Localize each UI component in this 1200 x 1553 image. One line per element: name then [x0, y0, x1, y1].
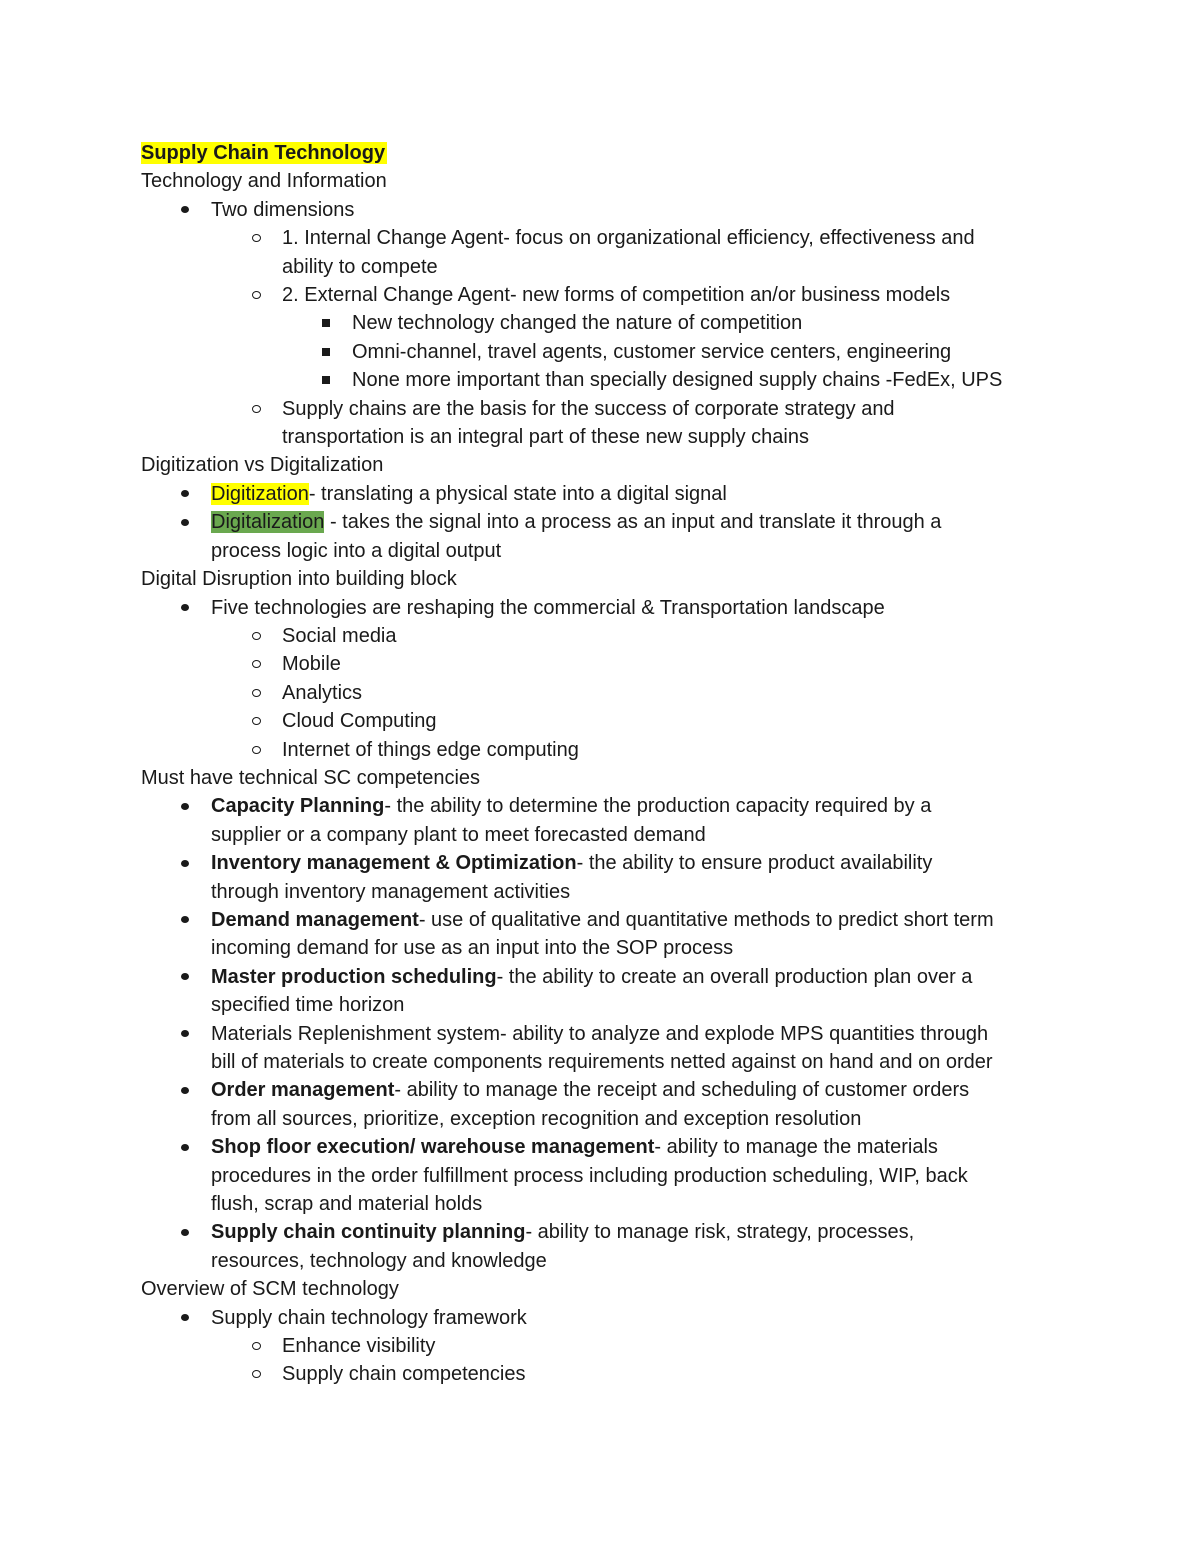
bullet-icon — [173, 594, 197, 622]
section-heading: Digital Disruption into building block — [141, 568, 457, 591]
document-body — [141, 139, 1081, 1389]
list-item-continuation: supplier or a company plant to meet forecasted demand — [211, 823, 706, 846]
list-item-continuation: specified time horizon — [211, 994, 405, 1017]
list-item-continuation: transportation is an integral part of these new supply chains — [282, 426, 809, 449]
list-item: Digitization- translating a physical state into a digital signal — [141, 480, 1081, 508]
section-heading: Technology and Information — [141, 170, 387, 193]
list-item: Supply chain continuity planning- ability to manage risk, strategy, processes, — [141, 1218, 1081, 1246]
list-item-continuation: process logic into a digital output — [211, 539, 502, 562]
circle-bullet-icon — [244, 650, 268, 678]
circle-bullet-icon — [244, 679, 268, 707]
bullet-icon — [173, 1218, 197, 1246]
list-item: Inventory management & Optimization- the ability to ensure product availability — [141, 849, 1081, 877]
bullet-icon — [173, 1304, 197, 1332]
bold-term: Master production scheduling — [211, 965, 497, 988]
highlighted-term: Digitalization — [211, 511, 325, 534]
highlighted-term: Digitization — [211, 482, 309, 505]
circle-bullet-icon — [244, 395, 268, 423]
bullet-icon — [173, 1076, 197, 1104]
doc-title-line — [141, 139, 1081, 167]
list-item: Supply chain competencies — [141, 1360, 1081, 1388]
circle-bullet-icon — [244, 1332, 268, 1360]
bullet-icon — [173, 196, 197, 224]
list-item: Supply chain technology framework — [141, 1304, 1081, 1332]
list-item: Shop floor execution/ warehouse management- ability to manage the materials — [141, 1133, 1081, 1161]
list-item: Omni-channel, travel agents, customer service centers, engineering — [141, 338, 1081, 366]
list-item-continuation: procedures in the order fulfillment process including production scheduling, WIP, back — [211, 1164, 968, 1187]
list-item: Mobile — [141, 650, 1081, 678]
list-item-continuation: bill of materials to create components requirements netted against on hand and on order — [211, 1051, 993, 1073]
bold-term: Demand management — [211, 908, 419, 931]
list-item: None more important than specially designed supply chains -FedEx, UPS — [141, 366, 1081, 394]
bold-term: Supply chain continuity planning — [211, 1221, 526, 1244]
square-bullet-icon — [314, 309, 338, 337]
list-item: Materials Replenishment system- ability to analyze and explode MPS quantities through — [141, 1020, 1081, 1048]
section-heading: Must have technical SC competencies — [141, 766, 481, 789]
section-heading: Overview of SCM technology — [141, 1278, 399, 1301]
list-item-continuation: from all sources, prioritize, exception recognition and exception resolution — [211, 1107, 862, 1130]
bullet-icon — [173, 906, 197, 934]
section-heading: Digitization vs Digitalization — [141, 454, 384, 477]
list-item: Enhance visibility — [141, 1332, 1081, 1360]
bold-term: Inventory management & Optimization — [211, 852, 577, 875]
bullet-icon — [173, 963, 197, 991]
list-item: Demand management- use of qualitative and quantitative methods to predict short term — [141, 906, 1081, 934]
list-item: Master production scheduling- the ability to create an overall production plan over a — [141, 963, 1081, 991]
circle-bullet-icon — [244, 707, 268, 735]
square-bullet-icon — [314, 338, 338, 366]
list-item: Digitalization - takes the signal into a process as an input and translate it through a — [141, 508, 1081, 536]
bold-term: Order management — [211, 1079, 395, 1102]
bullet-icon — [173, 508, 197, 536]
bullet-icon — [173, 1020, 197, 1048]
list-item: New technology changed the nature of competition — [141, 309, 1081, 337]
list-item: Five technologies are reshaping the commercial & Transportation landscape — [141, 594, 1081, 622]
doc-title: Supply Chain Technology — [141, 142, 386, 164]
bullet-icon — [173, 792, 197, 820]
circle-bullet-icon — [244, 224, 268, 252]
list-item: 2. External Change Agent- new forms of competition an/or business models — [141, 281, 1081, 309]
list-item: Capacity Planning- the ability to determine the production capacity required by a — [141, 792, 1081, 820]
bullet-icon — [173, 1133, 197, 1161]
bullet-icon — [173, 480, 197, 508]
circle-bullet-icon — [244, 622, 268, 650]
list-item-continuation: resources, technology and knowledge — [211, 1249, 547, 1272]
list-item: Internet of things edge computing — [141, 736, 1081, 764]
list-item-continuation: through inventory management activities — [211, 880, 571, 903]
list-item: Supply chains are the basis for the success of corporate strategy and — [141, 395, 1081, 423]
list-item: 1. Internal Change Agent- focus on organizational efficiency, effectiveness and — [141, 224, 1081, 252]
bold-term: Shop floor execution/ warehouse management — [211, 1136, 655, 1159]
list-item-continuation: incoming demand for use as an input into the SOP process — [211, 937, 734, 960]
list-item: Order management- ability to manage the receipt and scheduling of customer orders — [141, 1076, 1081, 1104]
list-item: Cloud Computing — [141, 707, 1081, 735]
list-item: Two dimensions — [141, 196, 1081, 224]
circle-bullet-icon — [244, 1360, 268, 1388]
list-item: Social media — [141, 622, 1081, 650]
square-bullet-icon — [314, 366, 338, 394]
circle-bullet-icon — [244, 281, 268, 309]
bullet-icon — [173, 849, 197, 877]
list-item: Analytics — [141, 679, 1081, 707]
list-item-continuation: ability to compete — [282, 255, 438, 278]
list-item-continuation: flush, scrap and material holds — [211, 1193, 483, 1216]
circle-bullet-icon — [244, 736, 268, 764]
bold-term: Capacity Planning — [211, 795, 385, 818]
